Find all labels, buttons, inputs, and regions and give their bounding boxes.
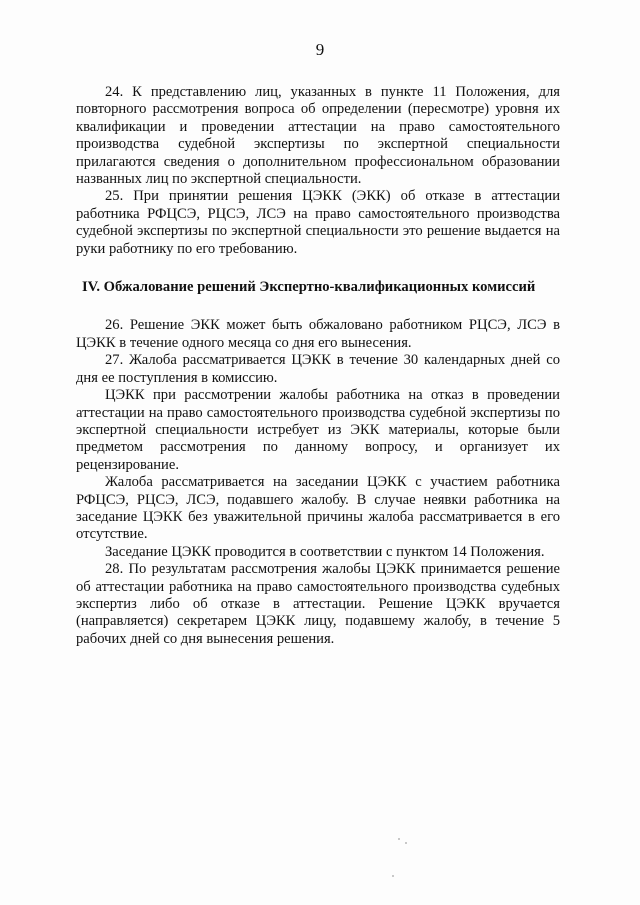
paragraph-27-hearing: Жалоба рассматривается на заседании ЦЭКК с участием работника РФЦСЭ, РЦСЭ, ЛСЭ, подавшего жалобу. В случае неявки работника на заседание ЦЭКК без уважительной причины жалоба рассматривается в его отсутствие. — [76, 474, 560, 543]
paragraph-27: 27. Жалоба рассматривается ЦЭКК в течение 30 календарных дней со дня ее поступления в комиссию. — [76, 352, 560, 386]
paragraph-26: 26. Решение ЭКК может быть обжаловано работником РЦСЭ, ЛСЭ в ЦЭКК в течение одного месяца со дня его вынесения. — [76, 317, 560, 351]
scan-artifact — [398, 838, 400, 840]
paragraph-27-review: ЦЭКК при рассмотрении жалобы работника на отказ в проведении аттестации на право самостоятельного производства судебной экспертизы по экспертной специальности истребует из ЭКК материалы, которые были предметом рассмотрения по данному вопросу, и организует их рецензирование. — [76, 387, 560, 473]
paragraph-28: 28. По результатам рассмотрения жалобы ЦЭКК принимается решение об аттестации работника на право самостоятельного производства судебных экспертиз либо об отказе в аттестации. Решение ЦЭКК вручается (направляется) секретарем ЦЭКК лицу, подавшему жалобу, в течение 5 рабочих дней со дня вынесения решения. — [76, 561, 560, 647]
paragraph-25: 25. При принятии решения ЦЭКК (ЭКК) об отказе в аттестации работника РФЦСЭ, РЦСЭ, ЛСЭ на право самостоятельного производства судебной экспертизы по экспертной специальности это решение выдается на руки работнику по его требованию. — [76, 188, 560, 257]
page-number: 9 — [315, 40, 325, 59]
scan-artifact — [405, 842, 407, 844]
scan-artifact — [392, 875, 394, 877]
paragraph-24: 24. К представлению лиц, указанных в пункте 11 Положения, для повторного рассмотрения вопроса об определении (пересмотре) уровня их квалификации и проведении аттестации на право самостоятельного производства судебной экспертизы по экспертной специальности прилагаются сведения о дополнительном профессиональном образовании названных лиц по экспертной специальности. — [76, 84, 560, 188]
paragraph-27-session: Заседание ЦЭКК проводится в соответствии с пунктом 14 Положения. — [105, 543, 545, 560]
document-body — [76, 84, 560, 648]
section-heading: IV. Обжалование решений Экспертно-квалификационных комиссий — [82, 279, 536, 296]
